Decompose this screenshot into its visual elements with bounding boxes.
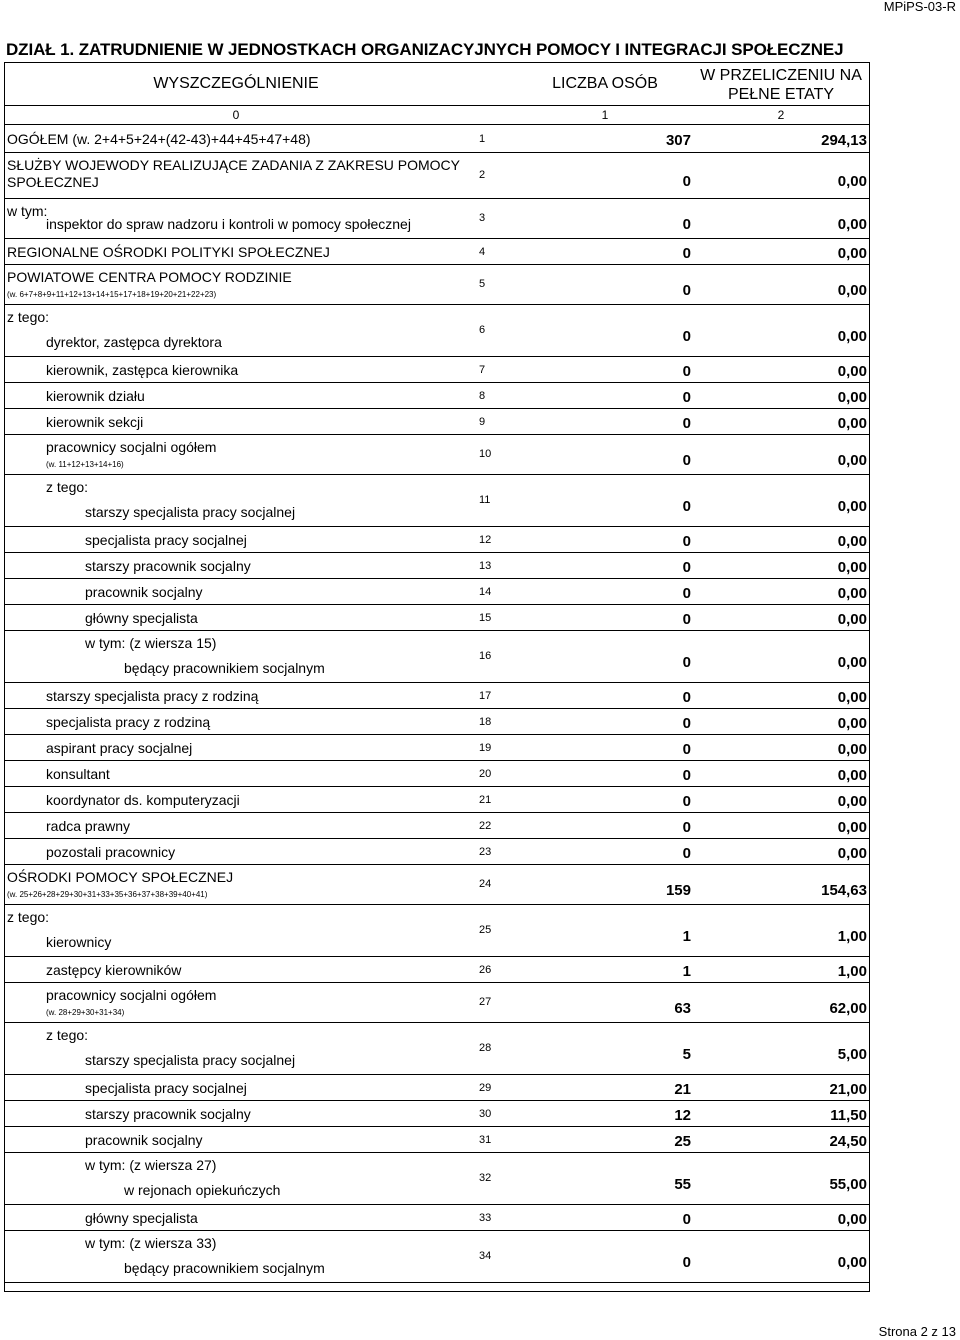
row-number: 31 <box>479 1134 492 1146</box>
row-label: SŁUŻBY WOJEWODY REALIZUJĄCE ZADANIA Z ZAKRESU POMOCY <box>7 157 461 173</box>
employment-table <box>4 62 870 1292</box>
row-label: aspirant pracy socjalnej <box>46 740 193 756</box>
col-num-fte: 2 <box>777 108 785 122</box>
table-row <box>5 475 869 527</box>
table-row <box>5 1153 869 1205</box>
group-prefix: z tego: <box>7 309 50 325</box>
row-number: 23 <box>479 846 492 858</box>
table-row <box>5 305 869 357</box>
table-row <box>5 383 869 409</box>
row-count: 0 <box>682 845 691 862</box>
row-number: 13 <box>479 560 492 572</box>
table-row <box>5 1231 869 1283</box>
row-formula: (w. 25+26+28+29+30+31+33+35+36+37+38+39+40+41) <box>7 890 208 899</box>
row-fte: 0,00 <box>837 585 867 602</box>
row-number: 4 <box>479 246 486 258</box>
group-prefix: z tego: <box>7 909 50 925</box>
row-fte: 0,00 <box>837 559 867 576</box>
row-label: kierownik sekcji <box>46 414 144 430</box>
row-label: pracownik socjalny <box>85 1132 203 1148</box>
row-number: 18 <box>479 716 492 728</box>
group-prefix: w tym: (z wiersza 33) <box>85 1235 217 1251</box>
row-fte: 0,00 <box>837 793 867 810</box>
table-row <box>5 787 869 813</box>
row-number: 22 <box>479 820 492 832</box>
row-label: starszy pracownik socjalny <box>85 558 251 574</box>
row-fte: 0,00 <box>837 845 867 862</box>
row-number: 6 <box>479 324 486 336</box>
row-label-cont: SPOŁECZNEJ <box>7 174 99 190</box>
row-count: 1 <box>682 928 691 945</box>
row-fte: 21,00 <box>829 1081 867 1098</box>
row-count: 1 <box>682 963 691 980</box>
row-count: 0 <box>682 363 691 380</box>
row-count: 0 <box>682 245 691 262</box>
row-count: 0 <box>682 741 691 758</box>
row-fte: 0,00 <box>837 498 867 515</box>
row-fte: 0,00 <box>837 715 867 732</box>
row-label: kierownik działu <box>46 388 145 404</box>
row-label: pracownicy socjalni ogółem <box>46 987 217 1003</box>
table-row <box>5 631 869 683</box>
row-fte: 0,00 <box>837 282 867 299</box>
row-count: 0 <box>682 793 691 810</box>
row-count: 0 <box>682 282 691 299</box>
row-count: 0 <box>682 173 691 190</box>
table-row <box>5 579 869 605</box>
row-number: 3 <box>479 212 486 224</box>
row-count: 25 <box>674 1133 691 1150</box>
row-number: 33 <box>479 1212 492 1224</box>
row-label: specjalista pracy socjalnej <box>85 532 247 548</box>
row-fte: 0,00 <box>837 1211 867 1228</box>
row-number: 17 <box>479 690 492 702</box>
row-number: 1 <box>479 133 486 145</box>
table-row <box>5 1023 869 1075</box>
row-count: 159 <box>665 882 691 899</box>
row-label: pozostali pracownicy <box>46 844 176 860</box>
row-count: 0 <box>682 216 691 233</box>
row-label: główny specjalista <box>85 610 198 626</box>
table-row <box>5 1205 869 1231</box>
row-label: OGÓŁEM (w. 2+4+5+24+(42-43)+44+45+47+48) <box>7 131 311 147</box>
table-row <box>5 527 869 553</box>
row-number: 25 <box>479 924 492 936</box>
table-row <box>5 239 869 265</box>
row-number: 34 <box>479 1250 492 1262</box>
table-row <box>5 199 869 239</box>
table-row <box>5 735 869 761</box>
row-count: 0 <box>682 689 691 706</box>
row-count: 0 <box>682 389 691 406</box>
row-fte: 0,00 <box>837 767 867 784</box>
row-count: 0 <box>682 533 691 550</box>
group-prefix: z tego: <box>46 479 89 495</box>
row-number: 19 <box>479 742 492 754</box>
table-row <box>5 125 869 153</box>
table-row <box>5 153 869 199</box>
row-count: 0 <box>682 498 691 515</box>
row-label: w rejonach opiekuńczych <box>124 1182 281 1198</box>
table-row <box>5 709 869 735</box>
table-row <box>5 553 869 579</box>
table-row <box>5 905 869 957</box>
row-count: 5 <box>682 1046 691 1063</box>
row-count: 0 <box>682 819 691 836</box>
row-fte: 294,13 <box>821 132 867 149</box>
row-label: starszy pracownik socjalny <box>85 1106 251 1122</box>
row-fte: 0,00 <box>837 689 867 706</box>
row-number: 8 <box>479 390 486 402</box>
table-row <box>5 839 869 865</box>
row-number: 29 <box>479 1082 492 1094</box>
row-label: pracownicy socjalni ogółem <box>46 439 217 455</box>
row-label: pracownik socjalny <box>85 584 203 600</box>
table-row <box>5 265 869 305</box>
header-fte: W PRZELICZENIU NA PEŁNE ETATY <box>700 67 862 103</box>
row-count: 0 <box>682 611 691 628</box>
row-count: 0 <box>682 328 691 345</box>
row-count: 21 <box>674 1081 691 1098</box>
col-num-count: 1 <box>601 108 609 122</box>
row-number: 7 <box>479 364 486 376</box>
row-count: 12 <box>674 1107 691 1124</box>
table-row <box>5 605 869 631</box>
row-label: główny specjalista <box>85 1210 198 1226</box>
row-label: kierownik, zastępca kierownika <box>46 362 239 378</box>
row-fte: 154,63 <box>821 882 867 899</box>
row-fte: 55,00 <box>829 1176 867 1193</box>
table-row <box>5 435 869 475</box>
row-number: 21 <box>479 794 492 806</box>
row-fte: 0,00 <box>837 245 867 262</box>
table-row <box>5 409 869 435</box>
table-row <box>5 1127 869 1153</box>
row-number: 10 <box>479 448 492 460</box>
row-number: 32 <box>479 1172 492 1184</box>
row-number: 28 <box>479 1042 492 1054</box>
group-prefix: w tym: (z wiersza 27) <box>85 1157 217 1173</box>
row-number: 24 <box>479 878 492 890</box>
row-count: 55 <box>674 1176 691 1193</box>
row-number: 5 <box>479 278 486 290</box>
row-fte: 5,00 <box>837 1046 867 1063</box>
row-label: OŚRODKI POMOCY SPOŁECZNEJ <box>7 869 234 885</box>
row-fte: 0,00 <box>837 611 867 628</box>
header-count: LICZBA OSÓB <box>552 75 658 92</box>
page-footer: Strona 2 z 13 <box>878 1324 956 1339</box>
header-spec: WYSZCZEGÓLNIENIE <box>153 75 319 92</box>
row-count: 63 <box>674 1000 691 1017</box>
row-number: 9 <box>479 416 486 428</box>
row-label: będący pracownikiem socjalnym <box>124 660 325 676</box>
row-fte: 0,00 <box>837 819 867 836</box>
row-label: starszy specjalista pracy socjalnej <box>85 504 296 520</box>
row-count: 307 <box>665 132 691 149</box>
row-number: 16 <box>479 650 492 662</box>
column-numbers <box>5 106 869 125</box>
row-count: 0 <box>682 1254 691 1271</box>
row-fte: 0,00 <box>837 389 867 406</box>
table-row <box>5 983 869 1023</box>
row-formula: (w. 11+12+13+14+16) <box>46 460 124 469</box>
row-count: 0 <box>682 1211 691 1228</box>
row-formula: (w. 6+7+8+9+11+12+13+14+15+17+18+19+20+21+22+23) <box>7 290 217 299</box>
group-prefix: w tym: <box>7 203 48 219</box>
row-count: 0 <box>682 559 691 576</box>
row-label: inspektor do spraw nadzoru i kontroli w pomocy społecznej <box>46 216 411 232</box>
row-fte: 24,50 <box>829 1133 867 1150</box>
row-label: starszy specjalista pracy socjalnej <box>85 1052 296 1068</box>
row-fte: 0,00 <box>837 452 867 469</box>
row-label: REGIONALNE OŚRODKI POLITYKI SPOŁECZNEJ <box>7 244 330 260</box>
row-label: starszy specjalista pracy z rodziną <box>46 688 259 704</box>
row-label: dyrektor, zastępca dyrektora <box>46 334 222 350</box>
row-count: 0 <box>682 452 691 469</box>
table-row <box>5 813 869 839</box>
row-number: 12 <box>479 534 492 546</box>
row-fte: 0,00 <box>837 363 867 380</box>
row-label: koordynator ds. komputeryzacji <box>46 792 240 808</box>
row-label: specjalista pracy z rodziną <box>46 714 211 730</box>
row-count: 0 <box>682 715 691 732</box>
row-formula: (w. 28+29+30+31+34) <box>46 1008 125 1017</box>
row-count: 0 <box>682 415 691 432</box>
group-prefix: z tego: <box>46 1027 89 1043</box>
row-fte: 0,00 <box>837 654 867 671</box>
table-row <box>5 865 869 905</box>
row-count: 0 <box>682 767 691 784</box>
table-row <box>5 1101 869 1127</box>
row-count: 0 <box>682 585 691 602</box>
col-num-spec: 0 <box>232 108 240 122</box>
row-fte: 0,00 <box>837 173 867 190</box>
table-row <box>5 357 869 383</box>
group-prefix: w tym: (z wiersza 15) <box>85 635 217 651</box>
row-number: 14 <box>479 586 492 598</box>
row-label: POWIATOWE CENTRA POMOCY RODZINIE <box>7 269 292 285</box>
row-label: kierownicy <box>46 934 112 950</box>
row-label: specjalista pracy socjalnej <box>85 1080 247 1096</box>
row-fte: 0,00 <box>837 328 867 345</box>
row-number: 11 <box>479 494 491 506</box>
table-row <box>5 761 869 787</box>
row-label: zastępcy kierowników <box>46 962 182 978</box>
row-count: 0 <box>682 654 691 671</box>
row-fte: 11,50 <box>830 1107 867 1124</box>
row-fte: 1,00 <box>837 928 867 945</box>
row-fte: 0,00 <box>837 216 867 233</box>
row-fte: 0,00 <box>837 415 867 432</box>
row-label: konsultant <box>46 766 110 782</box>
row-number: 27 <box>479 996 492 1008</box>
table-row <box>5 957 869 983</box>
row-label: radca prawny <box>46 818 131 834</box>
table-header <box>5 63 869 106</box>
row-fte: 0,00 <box>837 533 867 550</box>
section-title: DZIAŁ 1. ZATRUDNIENIE W JEDNOSTKACH ORGANIZACYJNYCH POMOCY I INTEGRACJI SPOŁECZNEJ <box>6 40 844 59</box>
row-number: 26 <box>479 964 492 976</box>
row-fte: 62,00 <box>829 1000 867 1017</box>
row-number: 2 <box>479 169 486 181</box>
row-label: będący pracownikiem socjalnym <box>124 1260 325 1276</box>
row-number: 20 <box>479 768 492 780</box>
table-row <box>5 1075 869 1101</box>
row-fte: 0,00 <box>837 741 867 758</box>
row-number: 30 <box>479 1108 492 1120</box>
form-code: MPiPS-03-R <box>883 0 956 14</box>
row-fte: 0,00 <box>837 1254 867 1271</box>
row-fte: 1,00 <box>837 963 867 980</box>
row-number: 15 <box>479 612 492 624</box>
table-row <box>5 683 869 709</box>
